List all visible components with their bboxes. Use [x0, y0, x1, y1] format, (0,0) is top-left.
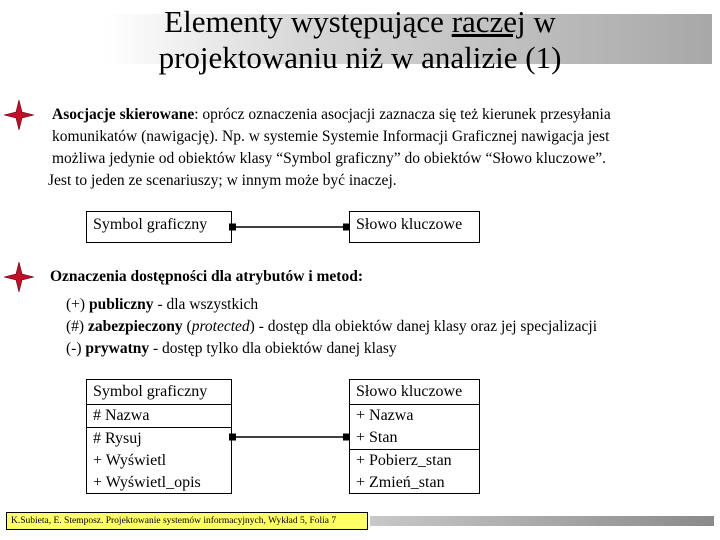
- attributes-compartment: [350, 405, 479, 450]
- methods-compartment: [350, 450, 479, 494]
- class-box-symbol-graficzny: [86, 211, 232, 243]
- directed-association-line: [229, 429, 351, 445]
- visibility-section: [50, 266, 710, 360]
- attribute: + Nazwa: [356, 407, 414, 424]
- term-bold: prywatny: [85, 340, 150, 357]
- association-end-marker: [229, 224, 236, 231]
- method: # Rysuj: [93, 430, 142, 447]
- term-bold: Asocjacje skierowane: [52, 106, 195, 123]
- footer-citation: [6, 512, 368, 530]
- class-name: Słowo kluczowe: [356, 216, 463, 233]
- title-line-1: [60, 4, 660, 40]
- footer-decoration-bar: [370, 516, 714, 526]
- paragraph-line: Jest to jeden ze scenariuszy; w innym może być inaczej.: [48, 172, 397, 189]
- title-underlined-word: raczej: [451, 4, 526, 39]
- four-point-star-icon: [4, 100, 34, 130]
- title-text: w: [525, 4, 556, 39]
- method: + Wyświetl: [93, 452, 167, 469]
- method: + Zmień_stan: [356, 474, 445, 491]
- method: + Pobierz_stan: [356, 452, 452, 469]
- uml-class-symbol-graficzny: [86, 379, 232, 494]
- paragraph-text: : oprócz oznaczenia asocjacji zaznacza się też kierunek przesyłania: [194, 106, 611, 123]
- visibility-public: [50, 294, 710, 316]
- association-end-marker: [229, 434, 236, 441]
- term-bold: zabezpieczony: [87, 318, 183, 335]
- title-line-2: projektowaniu niż w analizie (1): [158, 40, 562, 75]
- class-box-slowo-kluczowe: [349, 211, 480, 243]
- attribute: + Stan: [356, 429, 398, 446]
- description: - dla wszystkich: [153, 296, 259, 313]
- footer-text: K.Subieta, E. Stemposz. Projektowanie systemów informacyjnych, Wykład 5, Folia 7: [11, 516, 337, 526]
- visibility-protected: [50, 316, 710, 338]
- symbol: (+): [66, 296, 89, 313]
- class-name-compartment: [350, 380, 479, 405]
- visibility-heading: [50, 266, 710, 288]
- paragraph-line: możliwa jedynie od obiektów klasy “Symbol graficzny” do obiektów “Słowo kluczowe”.: [52, 150, 606, 167]
- symbol: (#): [66, 318, 88, 335]
- attribute: # Nazwa: [93, 407, 150, 424]
- symbol: (-): [66, 340, 86, 357]
- uml-class-slowo-kluczowe: [349, 379, 480, 494]
- term-italic: protected: [191, 318, 250, 335]
- class-name: Symbol graficzny: [93, 216, 208, 233]
- description: - dostęp tylko dla obiektów danej klasy: [149, 340, 397, 357]
- attributes-compartment: [87, 405, 231, 428]
- slide-title: [60, 4, 660, 76]
- description: (: [182, 318, 192, 335]
- description: ) - dostęp dla obiektów danej klasy oraz jej specjalizacji: [249, 318, 597, 335]
- class-name: Słowo kluczowe: [356, 383, 463, 400]
- paragraph-line: komunikatów (nawigację). Np. w systemie Systemie Informacji Graficznej nawigacja jest: [52, 128, 610, 145]
- method: + Wyświetl_opis: [93, 474, 201, 491]
- class-name-compartment: [87, 380, 231, 405]
- methods-compartment: [87, 428, 231, 494]
- term-bold: publiczny: [88, 296, 154, 313]
- visibility-private: [50, 338, 710, 360]
- directed-association-paragraph: [50, 104, 710, 192]
- heading-text: Oznaczenia dostępności dla atrybutów i metod:: [50, 268, 364, 285]
- paragraph-line: [50, 104, 710, 126]
- class-name: Symbol graficzny: [93, 383, 208, 400]
- title-text: Elementy występujące: [164, 4, 452, 39]
- four-point-star-icon: [4, 262, 34, 292]
- directed-association-line: [229, 219, 351, 235]
